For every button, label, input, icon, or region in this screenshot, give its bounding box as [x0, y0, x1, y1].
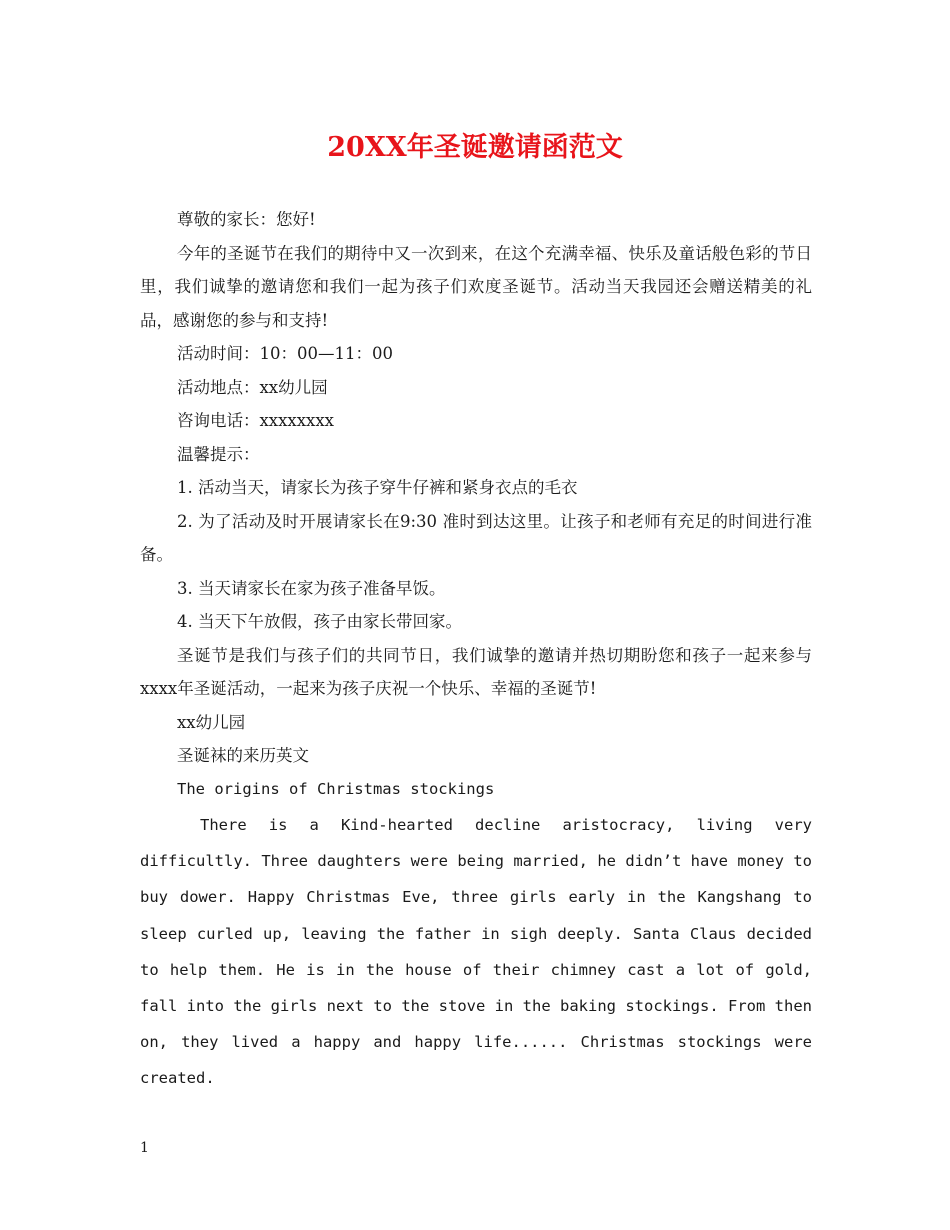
english-section-heading: 圣诞袜的来历英文 — [177, 746, 309, 765]
page-number: 1 — [140, 1140, 149, 1156]
document-body — [140, 203, 812, 1097]
greeting-paragraph: 尊敬的家长：您好! — [177, 210, 316, 229]
intro-paragraph: 今年的圣诞节在我们的期待中又一次到来，在这个充满幸福、快乐及童话般色彩的节日里，我们诚挚的邀请您和我们一起为孩子们欢度圣诞节。活动当天我园还会赠送精美的礼品，感谢您的参与和支持! — [140, 243, 812, 330]
tip-item-4: 4. 当天下午放假，孩子由家长带回家。 — [177, 612, 462, 631]
closing-paragraph: 圣诞节是我们与孩子们的共同节日，我们诚挚的邀请并热切期盼您和孩子一起来参与xxxx年圣诞活动，一起来为孩子庆祝一个快乐、幸福的圣诞节! — [140, 645, 812, 698]
tip-item-3: 3. 当天请家长在家为孩子准备早饭。 — [177, 578, 446, 598]
tip-item-1: 1. 活动当天，请家长为孩子穿牛仔裤和紧身衣点的毛衣 — [177, 478, 578, 497]
event-location: 活动地点：xx幼儿园 — [177, 377, 328, 397]
tip-item-2: 2. 为了活动及时开展请家长在9:30 准时到达这里。让孩子和老师有充足的时间进行准备。 — [140, 511, 812, 564]
contact-phone: 咨询电话：xxxxxxxx — [177, 411, 334, 430]
event-time: 活动时间：10：00—11：00 — [177, 344, 393, 363]
document-title: 20XX年圣诞邀请函范文 — [327, 132, 623, 163]
signature: xx幼儿园 — [177, 712, 246, 732]
english-title: The origins of Christmas stockings — [177, 779, 495, 798]
tips-heading: 温馨提示： — [177, 444, 260, 464]
english-body: There is a Kind-hearted decline aristocracy, living very difficultly. Three daughters were being married, he didn’t have money to buy dower. Happy Christmas Eve, three girls early in the Kangshang to sleep curled up, leaving the father in sigh deeply. Santa Claus decided to help them. He is in the house of their chimney cast a lot of gold, fall into the girls next to the stove in the baking stockings. From then on, they lived a happy and happy life...... Christmas stockings were created. — [140, 816, 812, 1088]
